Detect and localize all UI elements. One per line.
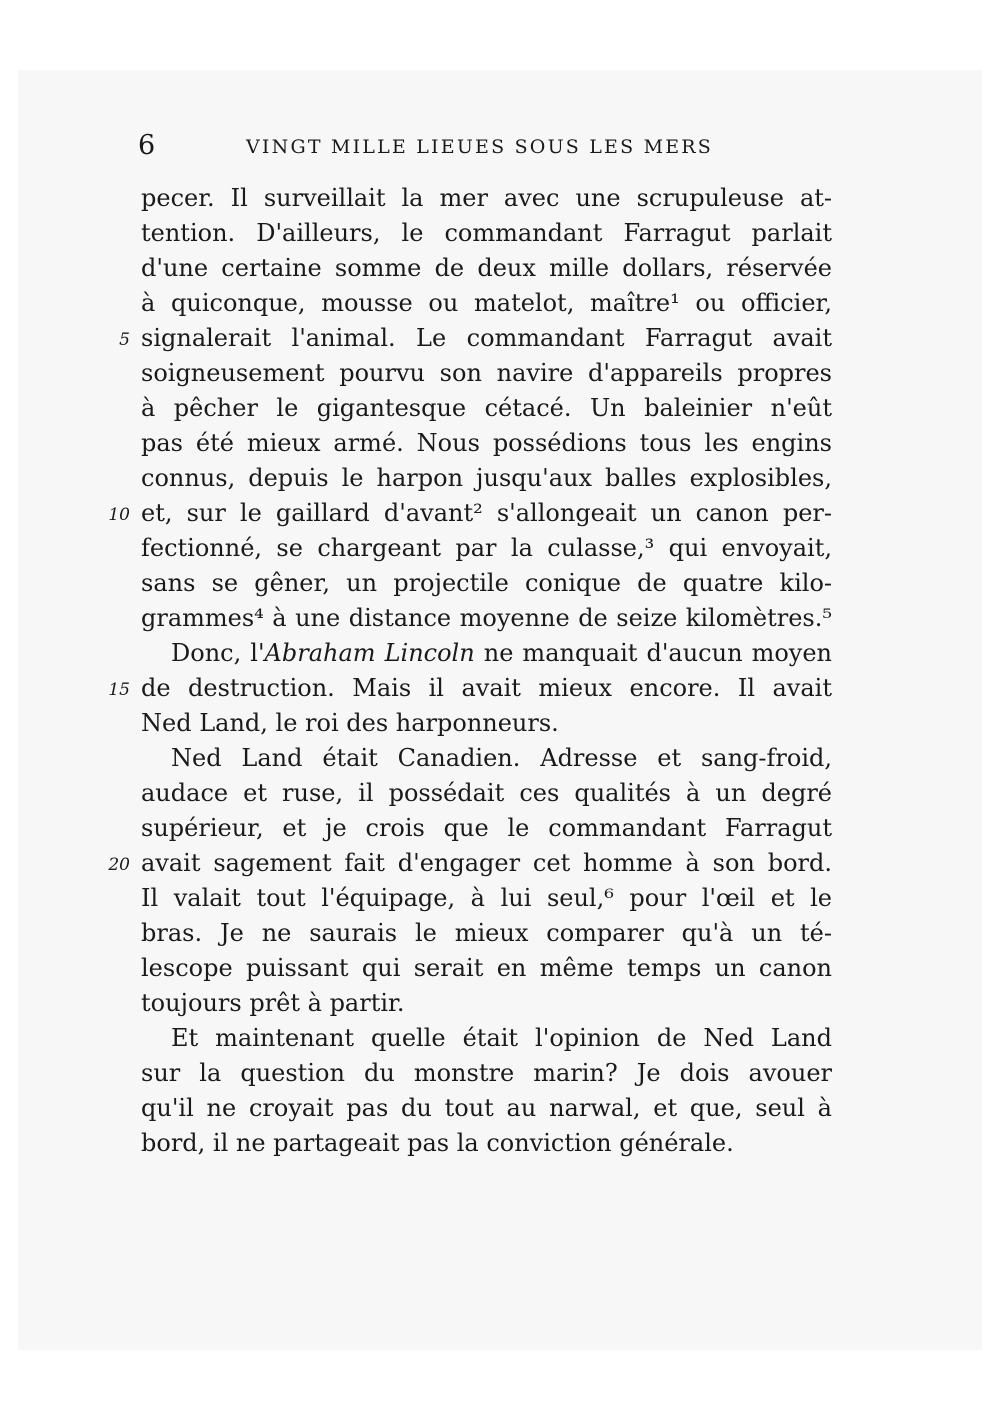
page-number: 6 (138, 130, 156, 161)
text-line: fectionné, se chargeant par la culasse,³ qui envoyait, (141, 534, 832, 562)
text-line: à quiconque, mousse ou matelot, maître¹ ou officier, (141, 289, 832, 317)
text-line: lescope puissant qui serait en même temps un canon (141, 954, 832, 982)
text-line: Et maintenant quelle était l'opinion de Ned Land (171, 1024, 832, 1052)
text-line: soigneusement pourvu son navire d'appareils propres (141, 359, 832, 387)
text-line: tention. D'ailleurs, le commandant Farragut parlait (141, 219, 832, 247)
text-line: supérieur, et je crois que le commandant Farragut (141, 814, 832, 842)
text-line: qu'il ne croyait pas du tout au narwal, et que, seul à (141, 1094, 832, 1122)
text-line: audace et ruse, il possédait ces qualités à un degré (141, 779, 832, 807)
text-line: d'une certaine somme de deux mille dollars, réservée (141, 254, 832, 282)
text-line: pas été mieux armé. Nous possédions tous les engins (141, 429, 832, 457)
text-line: avait sagement fait d'engager cet homme à son bord. (141, 849, 832, 877)
text-line: Ned Land était Canadien. Adresse et sang-froid, (171, 744, 832, 772)
text-line: sur la question du monstre marin? Je dois avouer (141, 1059, 832, 1087)
text-line: grammes⁴ à une distance moyenne de seize kilomètres.⁵ (141, 604, 832, 632)
text-segment: Donc, l' (171, 639, 265, 667)
text-line: toujours prêt à partir. (141, 989, 405, 1017)
text-line: signalerait l'animal. Le commandant Farragut avait (141, 324, 832, 352)
text-segment: ne manquait d'aucun moyen (474, 639, 832, 667)
text-line: à pêcher le gigantesque cétacé. Un baleinier n'eût (141, 394, 832, 422)
line-number: 5 (119, 330, 130, 350)
text-line-with-italic (171, 636, 832, 670)
text-line: Il valait tout l'équipage, à lui seul,⁶ pour l'œil et le (141, 884, 832, 912)
line-number: 20 (108, 855, 130, 875)
text-line: Ned Land, le roi des harponneurs. (141, 709, 559, 737)
text-line: sans se gêner, un projectile conique de quatre kilo- (141, 569, 832, 597)
line-number: 10 (108, 505, 130, 525)
text-line: pecer. Il surveillait la mer avec une scrupuleuse at- (141, 184, 832, 212)
text-line: bord, il ne partageait pas la conviction générale. (141, 1129, 734, 1157)
running-title: VINGT MILLE LIEUES SOUS LES MERS (246, 136, 714, 158)
text-line: et, sur le gaillard d'avant² s'allongeait un canon per- (141, 499, 832, 527)
text-line: bras. Je ne saurais le mieux comparer qu'à un té- (141, 919, 832, 947)
line-number: 15 (108, 680, 130, 700)
text-line: de destruction. Mais il avait mieux encore. Il avait (141, 674, 832, 702)
ship-name-italic: Abraham Lincoln (264, 639, 475, 667)
text-line: connus, depuis le harpon jusqu'aux balles explosibles, (141, 464, 832, 492)
